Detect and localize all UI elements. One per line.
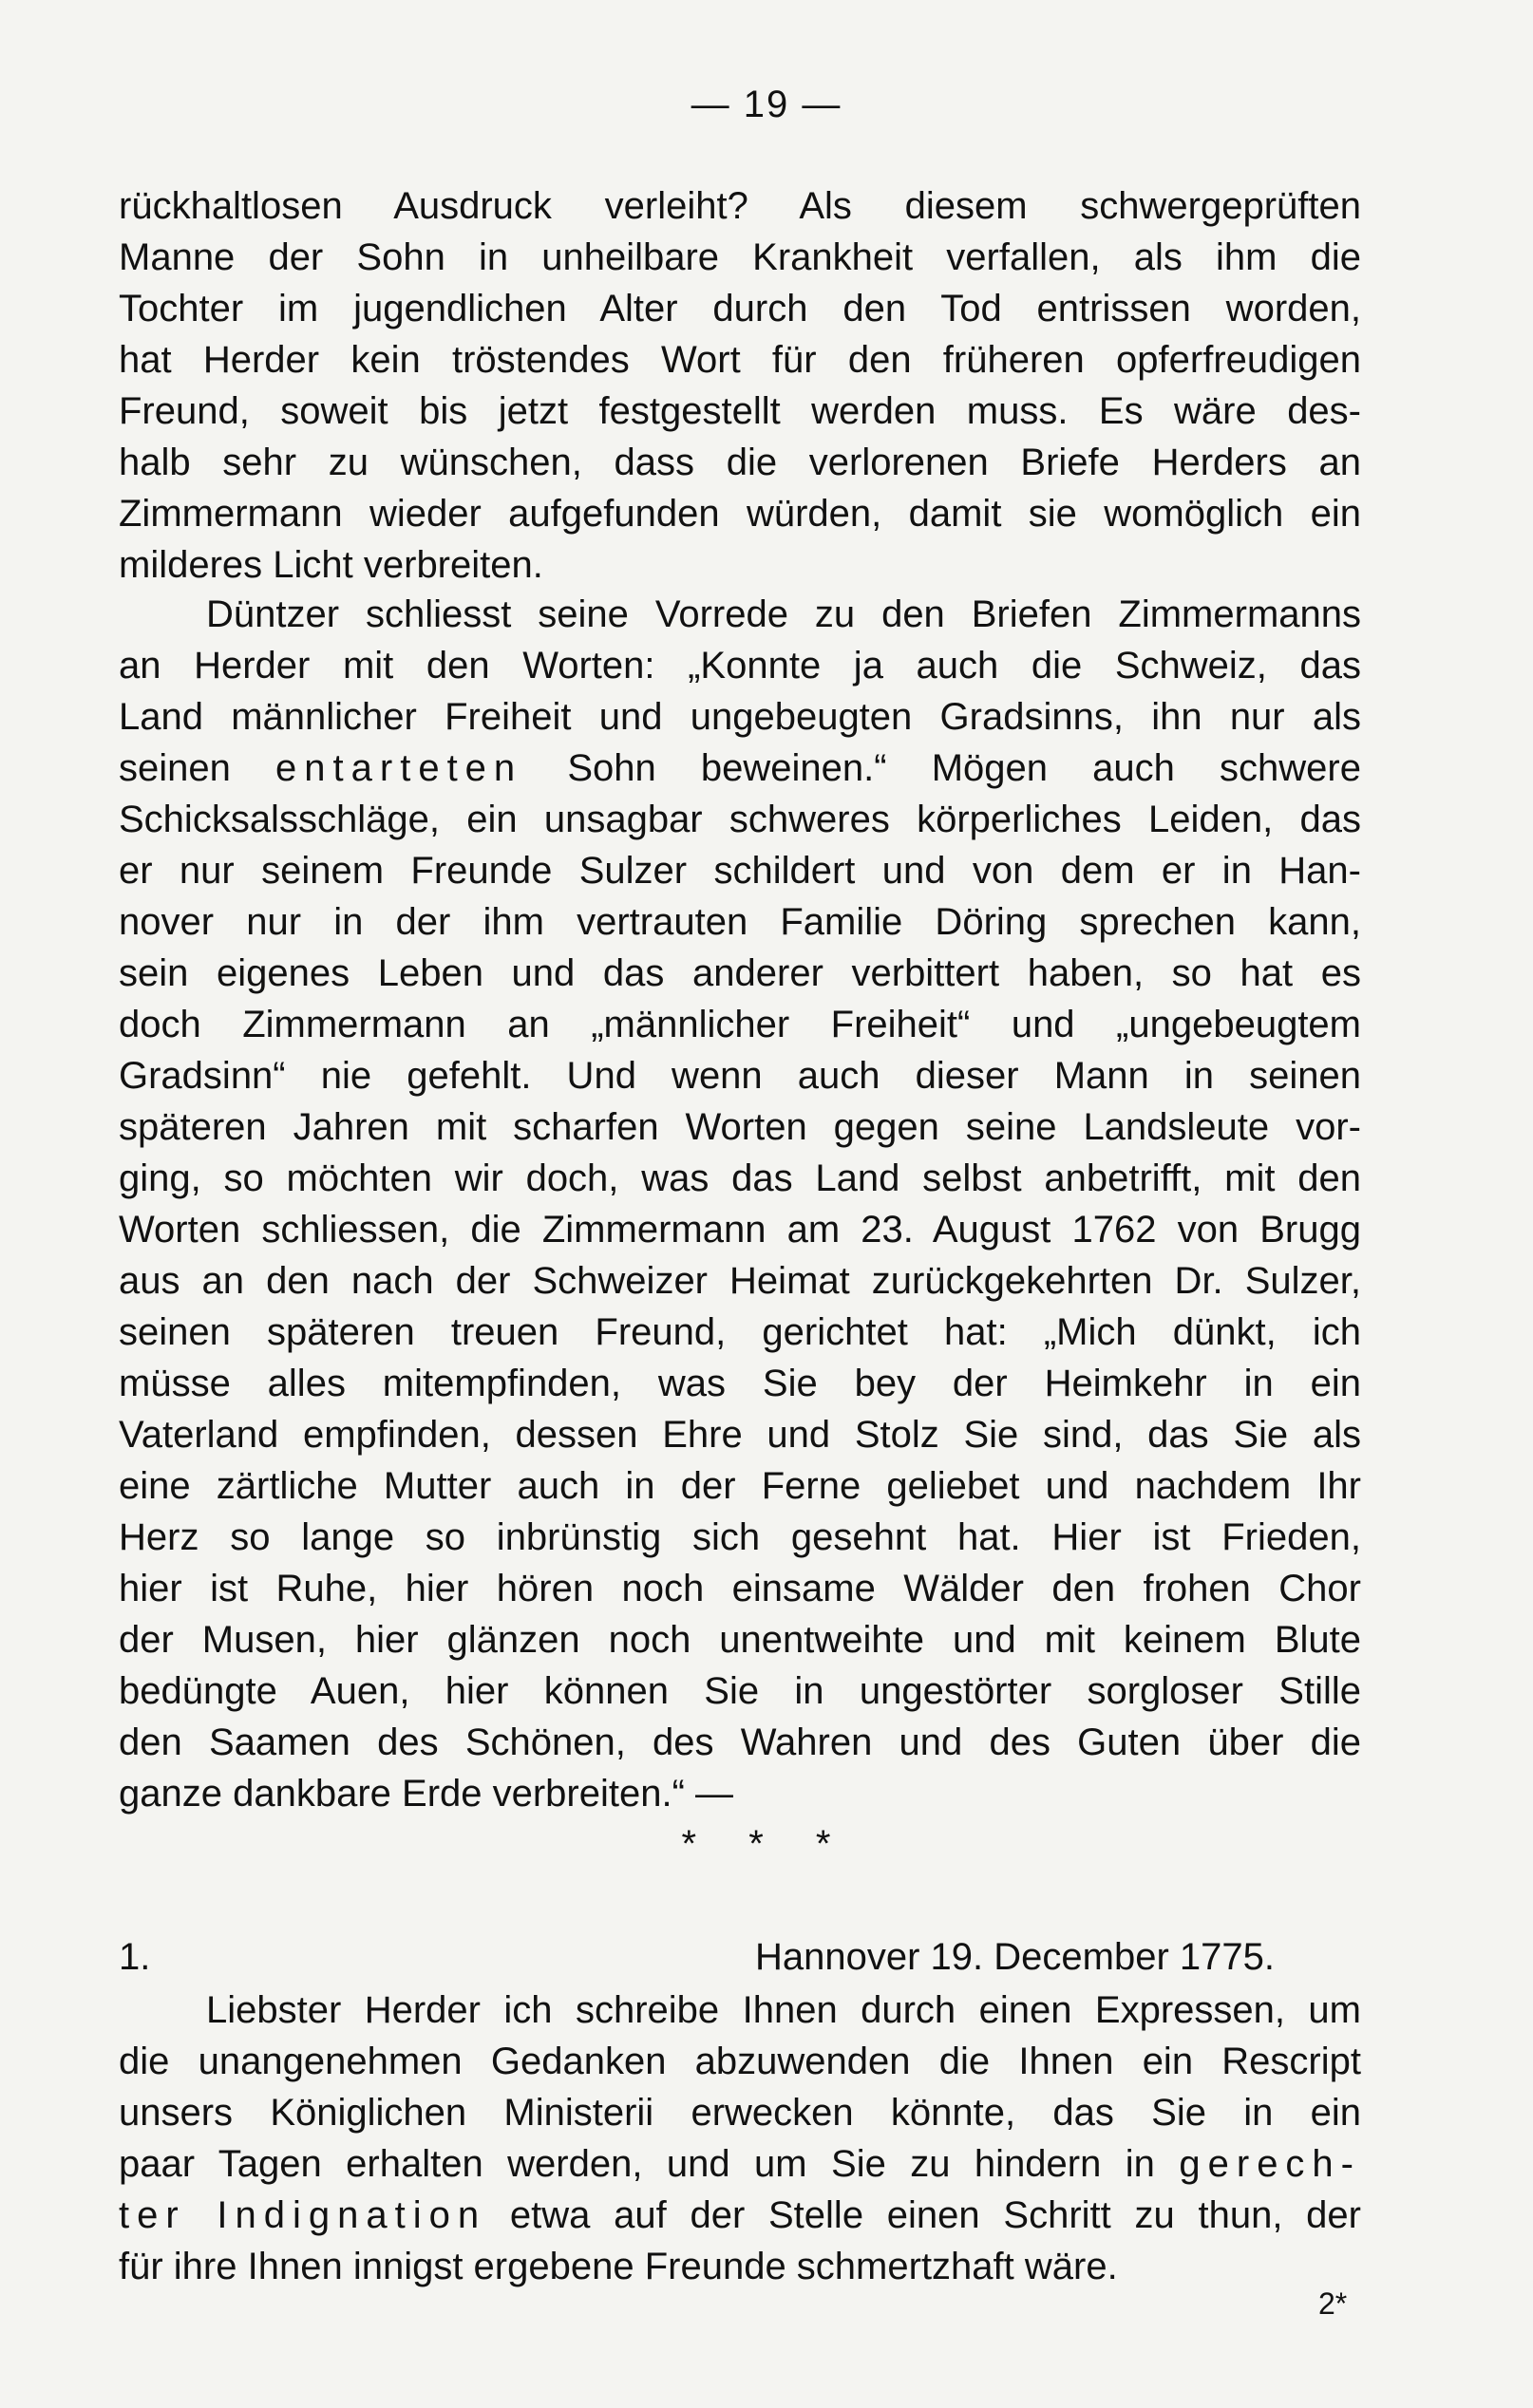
text-line: Liebster Herder ich schreibe Ihnen durch einen Expressen, um <box>206 1989 1361 2031</box>
text-line: er nur seinem Freunde Sulzer schildert und von dem er in Han- <box>119 850 1361 892</box>
text-line: ganze dankbare Erde verbreiten.“ — <box>119 1773 734 1815</box>
text-line: müsse alles mitempfinden, was Sie bey der Heimkehr in ein <box>119 1363 1361 1404</box>
text-line <box>119 2190 1361 2241</box>
text-fragment: paar Tagen erhalten werden, und um Sie zu hindern in <box>119 2143 1155 2185</box>
text-line: den Saamen des Schönen, des Wahren und des Guten über die <box>119 1721 1361 1763</box>
text-line: Manne der Sohn in unheilbare Krankheit verfallen, als ihm die <box>119 236 1361 278</box>
text-line: Schicksalsschläge, ein unsagbar schweres körperliches Leiden, das <box>119 799 1361 840</box>
emphasized-word: gerech- <box>1179 2143 1361 2185</box>
text-line: sein eigenes Leben und das anderer verbittert haben, so hat es <box>119 952 1361 994</box>
text-fragment: etwa auf der Stelle einen Schritt zu thun, der <box>509 2194 1361 2236</box>
text-line: die unangenehmen Gedanken abzuwenden die Ihnen ein Rescript <box>119 2041 1361 2082</box>
letter-date: Hannover 19. December 1775. <box>755 1936 1275 1978</box>
text-line: späteren Jahren mit scharfen Worten gegen seine Landsleute vor- <box>119 1106 1361 1148</box>
text-line: Vaterland empfinden, dessen Ehre und Stolz Sie sind, das Sie als <box>119 1414 1361 1456</box>
text-line: hat Herder kein tröstendes Wort für den früheren opferfreudigen <box>119 339 1361 381</box>
paragraph-2 <box>119 589 1361 1819</box>
text-line: Herz so lange so inbrünstig sich gesehnt hat. Hier ist Frieden, <box>119 1516 1361 1558</box>
text-line: Düntzer schliesst seine Vorrede zu den Briefen Zimmermanns <box>206 593 1361 635</box>
text-line: ging, so möchten wir doch, was das Land selbst anbetrifft, mit den <box>119 1157 1361 1199</box>
text-fragment: seinen <box>119 747 231 789</box>
text-line: seinen späteren treuen Freund, gerichtet hat: „Mich dünkt, ich <box>119 1311 1361 1353</box>
text-line: nover nur in der ihm vertrauten Familie Döring sprechen kann, <box>119 901 1361 943</box>
letter-number: 1. <box>119 1936 151 1978</box>
text-line: Land männlicher Freiheit und ungebeugten Gradsinns, ihn nur als <box>119 696 1361 738</box>
printer-signature-mark: 2* <box>1318 2286 1348 2321</box>
text-line: Gradsinn“ nie gefehlt. Und wenn auch dieser Mann in seinen <box>119 1055 1361 1097</box>
text-line <box>119 743 1361 794</box>
text-line: an Herder mit den Worten: „Konnte ja auch die Schweiz, das <box>119 645 1361 687</box>
text-fragment: Sohn beweinen.“ Mögen auch schwere <box>567 747 1361 789</box>
letter-body <box>119 1985 1361 2292</box>
text-line: doch Zimmermann an „männlicher Freiheit“ und „ungebeugtem <box>119 1004 1361 1045</box>
text-line: für ihre Ihnen innigst ergebene Freunde schmertzhaft wäre. <box>119 2246 1118 2287</box>
paragraph-1 <box>119 180 1361 591</box>
text-line: halb sehr zu wünschen, dass die verlorenen Briefe Herders an <box>119 442 1361 483</box>
text-line: bedüngte Auen, hier können Sie in ungestörter sorgloser Stille <box>119 1670 1361 1712</box>
text-line: Freund, soweit bis jetzt festgestellt werden muss. Es wäre des- <box>119 390 1361 432</box>
text-line <box>119 2138 1361 2190</box>
emphasized-word: entarteten <box>275 747 523 789</box>
text-line: Worten schliessen, die Zimmermann am 23. August 1762 von Brugg <box>119 1209 1361 1251</box>
text-line: der Musen, hier glänzen noch unentweihte und mit keinem Blute <box>119 1619 1361 1661</box>
text-line: Tochter im jugendlichen Alter durch den Tod entrissen worden, <box>119 288 1361 329</box>
text-line: rückhaltlosen Ausdruck verleiht? Als diesem schwergeprüften <box>119 185 1361 227</box>
emphasized-word: ter Indignation <box>119 2194 487 2236</box>
text-line: hier ist Ruhe, hier hören noch einsame Wälder den frohen Chor <box>119 1568 1361 1609</box>
text-line: milderes Licht verbreiten. <box>119 544 543 586</box>
section-separator: * * * <box>681 1823 852 1865</box>
letter-heading <box>119 1931 1361 1983</box>
text-line: Zimmermann wieder aufgefunden würden, damit sie womöglich ein <box>119 493 1361 535</box>
text-line: eine zärtliche Mutter auch in der Ferne geliebet und nachdem Ihr <box>119 1465 1361 1507</box>
text-line: aus an den nach der Schweizer Heimat zurückgekehrten Dr. Sulzer, <box>119 1260 1361 1302</box>
text-line: unsers Königlichen Ministerii erwecken könnte, das Sie in ein <box>119 2092 1361 2134</box>
page-number: — 19 — <box>691 84 842 125</box>
